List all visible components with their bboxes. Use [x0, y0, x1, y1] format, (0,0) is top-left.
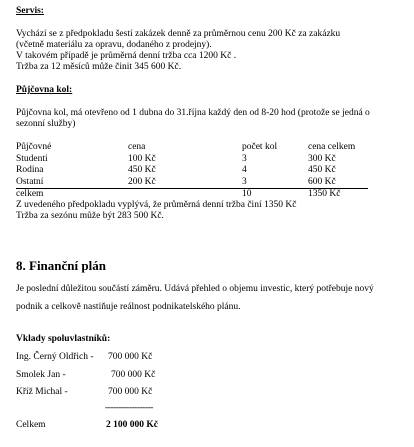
table-cell: 3: [242, 176, 247, 187]
table-cell: Ostatní: [16, 176, 44, 187]
vklad-name: Ing. Černý Oldřich -: [16, 352, 94, 362]
table-cell: 100 Kč: [128, 153, 156, 164]
table-row: [16, 154, 368, 166]
financni-plan-line-2: podnik a celkově nastiňuje reálnost podnikatelského plánu.: [16, 302, 241, 312]
pujcovna-conclusion-2: Tržba za sezónu může být 283 500 Kč.: [16, 211, 164, 221]
table-cell: 4: [242, 165, 247, 176]
pujcovna-intro-1: Půjčovna kol, má otevřeno od 1 dubna do 31.října každý den od 8-20 hod (protože se jedná o: [16, 108, 370, 118]
table-cell: 450 Kč: [128, 165, 156, 176]
table-cell: 10: [242, 189, 308, 201]
servis-line-1: Vychází se z předpokladu šestí zakázek denně za průměrnou cenu 200 Kč za zakázku: [16, 29, 341, 39]
table-cell: 3: [242, 153, 247, 164]
table-row: [16, 177, 368, 189]
table-header-row: [16, 142, 368, 154]
table-cell: Rodina: [16, 165, 44, 176]
table-cell: Studenti: [16, 153, 48, 164]
table-header-cell: počet kol: [242, 142, 278, 152]
table-cell: 300 Kč: [308, 153, 336, 164]
pujcovna-conclusion-1: Z uvedeného předpokladu vyplývá, že průměrná denní tržba činí 1350 Kč: [16, 200, 297, 210]
table-cell: 600 Kč: [308, 176, 336, 187]
table-cell: 450 Kč: [308, 165, 336, 176]
table-header-cell: cena: [128, 142, 146, 152]
vklady-heading: Vklady spoluvlastníků:: [16, 334, 111, 344]
vklad-value: 700 000 Kč: [111, 370, 156, 380]
pujcovne-table: [16, 142, 368, 201]
celkem-value: 2 100 000 Kč: [106, 420, 158, 430]
vklad-value: 700 000 Kč: [108, 352, 153, 362]
vklad-name: Smolek Jan -: [16, 370, 66, 380]
servis-line-3: V takovém případě je průměrná denní tržba cca 1200 Kč .: [16, 51, 237, 61]
pujcovna-heading: Půjčovna kol:: [16, 85, 73, 95]
financni-plan-line-1: Je poslední důležitou součástí záměru. Udává přehled o objemu investic, který potřebuje nový: [16, 284, 374, 294]
celkem-label: Celkem: [16, 420, 46, 430]
vklad-name: Kříž Michal -: [16, 387, 68, 397]
servis-line-2: (včetně materiálu za opravu, dodaného z prodejny).: [16, 40, 212, 50]
table-cell: celkem: [16, 189, 128, 201]
table-header-cell: Půjčovné: [16, 142, 52, 152]
table-cell: 200 Kč: [128, 176, 156, 187]
pujcovna-intro-2: sezonní služby): [16, 119, 76, 129]
table-cell: 1350 Kč: [308, 189, 368, 201]
servis-line-4: Tržba za 12 měsíců může činit 345 600 Kč.: [16, 62, 182, 72]
vklad-value: 700 000 Kč: [108, 387, 153, 397]
table-header-cell: cena celkem: [308, 142, 356, 152]
servis-heading: Servis:: [16, 6, 44, 16]
section-heading-financni-plan: 8. Finanční plán: [16, 258, 106, 273]
sum-separator: ------------------: [105, 403, 153, 413]
table-row: [16, 165, 368, 177]
